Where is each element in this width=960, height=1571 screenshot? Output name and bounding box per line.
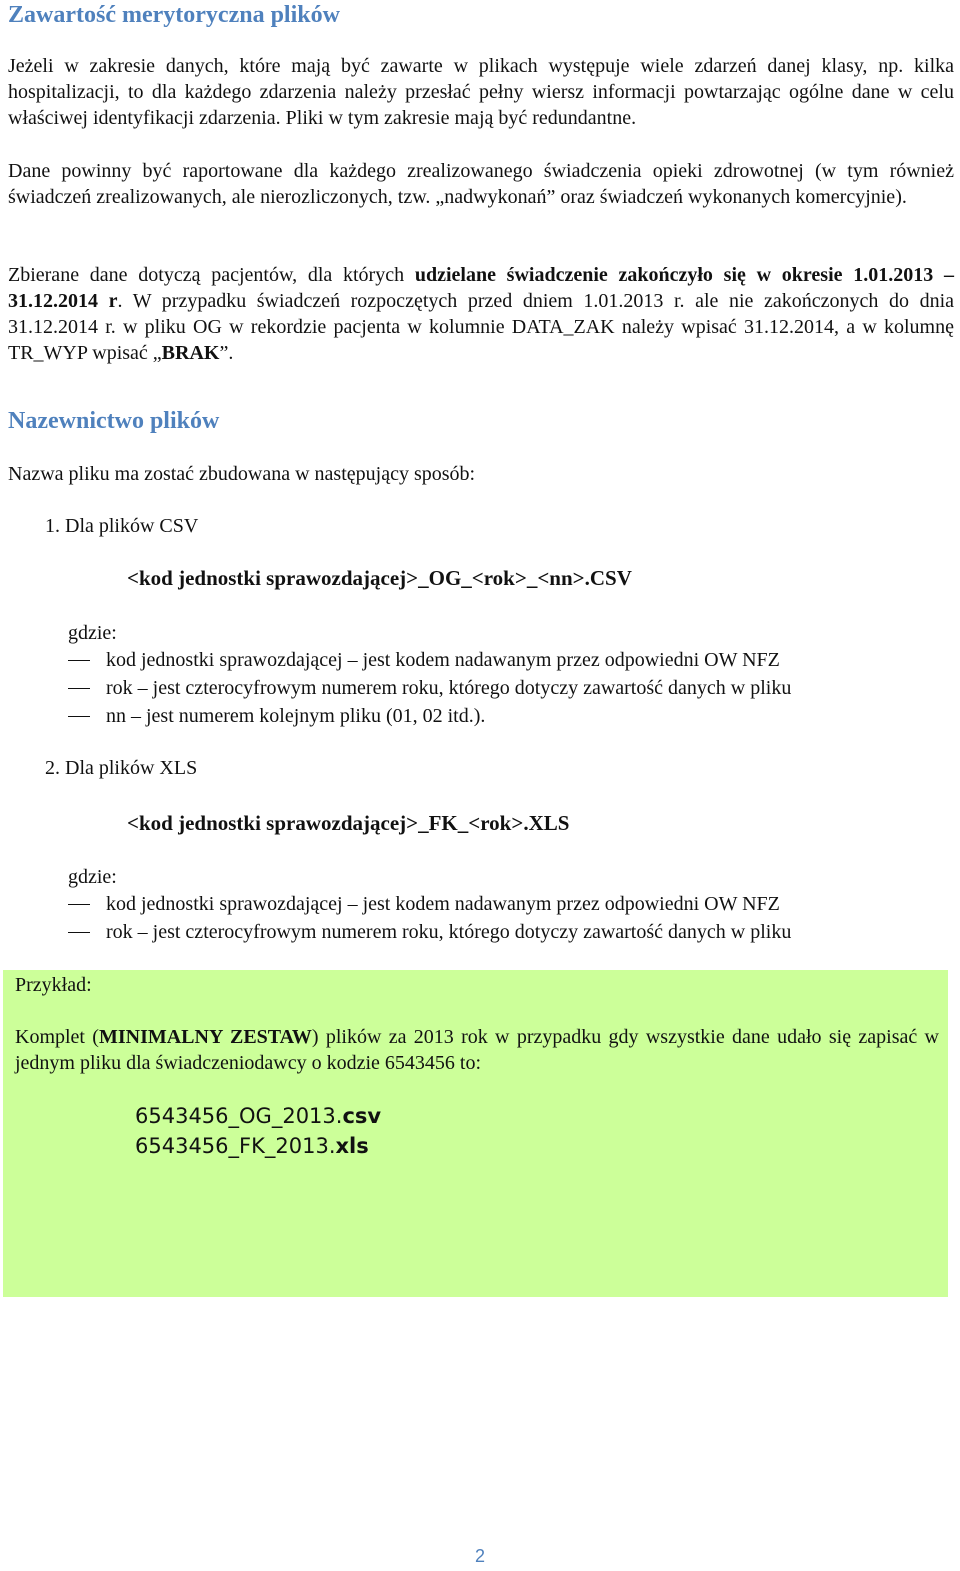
file-base: 6543456_FK_2013. xyxy=(135,1134,336,1158)
list-label: Dla plików XLS xyxy=(65,757,198,779)
example-text xyxy=(15,1024,939,1076)
example-file-csv xyxy=(135,1101,381,1131)
bullet-text: rok – jest czterocyfrowym numerem roku, którego dotyczy zawartość danych w pliku xyxy=(106,921,792,943)
list-label: Dla plików CSV xyxy=(65,515,199,537)
minimal-set-bold: MINIMALNY ZESTAW xyxy=(98,1026,312,1048)
xls-bullet xyxy=(68,891,780,917)
paragraph-period xyxy=(8,262,954,366)
period-text-start: Zbierane dane dotyczą pacjentów, dla których xyxy=(8,264,415,286)
bullet-text: rok – jest czterocyfrowym numerem roku, którego dotyczy zawartość danych w pliku xyxy=(106,677,792,699)
file-extension: csv xyxy=(342,1104,382,1128)
csv-bullet xyxy=(68,703,485,729)
file-base: 6543456_OG_2013. xyxy=(135,1104,343,1128)
list-item-xls xyxy=(45,755,197,781)
xls-pattern: <kod jednostki sprawozdającej>_FK_<rok>.XLS xyxy=(127,811,570,835)
dash-icon xyxy=(68,932,90,934)
example-label: Przykład: xyxy=(15,974,92,996)
heading-nazewnictwo: Nazewnictwo plików xyxy=(8,408,220,434)
naming-intro: Nazwa pliku ma zostać zbudowana w następujący sposób: xyxy=(8,463,476,485)
dash-icon xyxy=(68,904,90,906)
period-range-bold: udzielane świadczenie zakończyło się w okresie 1.01.2013 – 31.12.2014 r xyxy=(8,264,954,312)
list-number: 1. xyxy=(45,515,60,537)
heading-zawartosc: Zawartość merytoryczna plików xyxy=(8,2,340,28)
csv-where: gdzie: xyxy=(68,622,117,644)
example-box xyxy=(3,970,948,1297)
example-file-xls xyxy=(135,1131,369,1161)
bullet-text: kod jednostki sprawozdającej – jest kodem nadawanym przez odpowiedni OW NFZ xyxy=(106,649,780,671)
xls-where: gdzie: xyxy=(68,866,117,888)
page-number: 2 xyxy=(474,1546,485,1566)
paragraph-reporting: Dane powinny być raportowane dla każdego zrealizowanego świadczenia opieki zdrowotnej (w tym również świadczeń zrealizowanych, ale nierozliczonych, tzw. „nadwykonań” oraz świadczeń wykonanych komercyjnie). xyxy=(8,160,954,208)
example-text-end: ) plików za 2013 rok w przypadku gdy wszystkie dane udało się zapisać w jednym pliku dla świadczeniodawcy o kodzie 6543456 to: xyxy=(15,1026,939,1074)
period-text-middle: . W przypadku świadczeń rozpoczętych przed dniem 1.01.2013 r. ale nie zakończonych do dnia 31.12.2014 r. w pliku OG w rekordzie pacjenta w kolumnie DATA_ZAK należy wpisać 31.12.2014, a w kolumnę TR_WYP wpisać „ xyxy=(8,290,954,364)
csv-bullet xyxy=(68,647,780,673)
dash-icon xyxy=(68,660,90,662)
paragraph-redundancy: Jeżeli w zakresie danych, które mają być zawarte w plikach występuje wiele zdarzeń danej klasy, np. kilka hospitalizacji, to dla każdego zdarzenia należy przesłać pełny wiersz informacji powtarzając ogólne dane w celu właściwej identyfikacji zdarzenia. Pliki w tym zakresie mają być redundantne. xyxy=(8,55,954,129)
brak-bold: BRAK xyxy=(161,342,220,364)
example-text-start: Komplet ( xyxy=(15,1026,99,1048)
file-extension: xls xyxy=(335,1134,369,1158)
csv-pattern: <kod jednostki sprawozdającej>_OG_<rok>_<nn>.CSV xyxy=(127,566,632,590)
dash-icon xyxy=(68,688,90,690)
list-number: 2. xyxy=(45,757,60,779)
list-item-csv xyxy=(45,513,198,539)
bullet-text: nn – jest numerem kolejnym pliku (01, 02 itd.). xyxy=(106,705,486,727)
csv-bullet xyxy=(68,675,791,701)
xls-bullet xyxy=(68,919,791,945)
period-text-end: ”. xyxy=(219,342,234,364)
dash-icon xyxy=(68,716,90,718)
bullet-text: kod jednostki sprawozdającej – jest kodem nadawanym przez odpowiedni OW NFZ xyxy=(106,893,780,915)
